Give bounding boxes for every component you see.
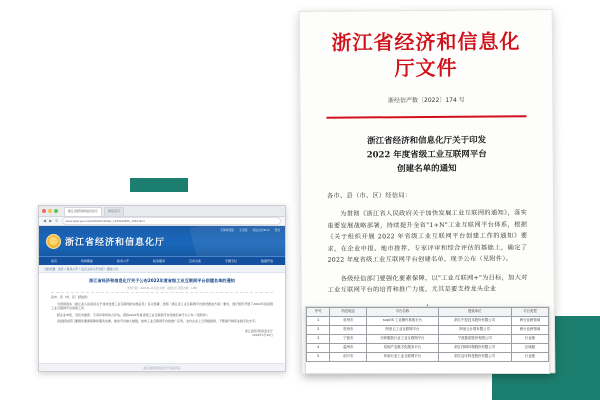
nav-item-functions[interactable]: 机构职能 <box>80 259 93 263</box>
table-cell: 浙江中控技术股份有限公司 <box>438 317 511 326</box>
table-header-cell: 序号 <box>307 308 330 317</box>
document-heading-line: 2022 年度省级工业互联网平台 <box>366 149 487 161</box>
forward-icon[interactable]: ▶ <box>49 218 53 223</box>
document-body <box>327 189 528 296</box>
reload-icon[interactable]: ↻ <box>55 218 59 223</box>
article-paragraph: 各级经信部门要强化要素保障和服务支撑，推动平台做大做强，加快工业互联网平台的推广应用，支持企业上云用数赋智，不断提升制造业数字化水平。 <box>57 319 259 324</box>
document-masthead: 浙江省经济和信息化厅文件 <box>331 29 521 81</box>
document-heading <box>327 133 527 176</box>
table-cell: 温州市 <box>330 344 367 353</box>
table-row <box>307 353 549 362</box>
table-cell: 阿里云工业互联网平台 <box>367 326 438 335</box>
signature-org: 浙江省经济和信息化厅 <box>245 328 273 333</box>
document-heading-line: 创建名单的通知 <box>397 163 457 174</box>
article-signature <box>51 329 273 337</box>
table-cell: 宁波慈星股份有限公司 <box>438 335 511 344</box>
site-title: 浙江省经济和信息化厅 <box>65 238 166 248</box>
table-cell: 区域级 <box>511 344 548 353</box>
site-brand <box>39 232 285 249</box>
nav-item-interaction[interactable]: 互动交流 <box>188 259 201 263</box>
table-cell: 行业级 <box>511 353 548 362</box>
document-paragraph: 为贯彻《浙江省人民政府关于加快发展工业互联网的通知》，落实重要发展战略部署，持续提升全省"1+N"工业互联网平台体系，根据《关于组织开展 2022 年省级工业互联网平台创建工作的通知》要求，在企业申报、地市推荐、专家评审和综合评估的基础上，确定了 2022 年度省级工业互联网平台创建名单，现予公布（见附件）。 <box>327 209 528 264</box>
table-cell: 泵阀产业数字化服务平台 <box>367 344 438 353</box>
signature-date: 2023年1月10日 <box>252 332 273 337</box>
table-cell: 杭州市 <box>330 317 367 326</box>
platform-list-table <box>306 307 549 362</box>
table-row <box>307 317 549 326</box>
table-header-cell: 建设单位 <box>438 308 511 317</box>
table-cell: 跨行业跨领域 <box>511 317 548 326</box>
nav-item-data[interactable]: 数据开放 <box>260 259 273 263</box>
document-heading-line: 浙江省经济和信息化厅关于印发 <box>367 135 487 147</box>
red-separator-rule <box>326 115 526 118</box>
url-input[interactable]: www.zjjxw.gov.cn/art/2023/1/10/art_1229123456_1234.html <box>62 217 281 225</box>
tab-new[interactable]: 新标签页 <box>104 207 124 216</box>
table-cell: 行业级 <box>511 335 548 344</box>
browser-window <box>38 205 286 372</box>
site-nav <box>39 256 285 265</box>
article-paragraph: 为贯彻落实《浙江省人民政府关于加快发展工业互联网的实施意见》有关部署，按照《浙江省工业互联网平台建设推进方案》要求，我厅组织开展了2022年度省级工业互联网平台创建工作。 <box>51 301 273 311</box>
table-cell: 4 <box>307 344 330 353</box>
breadcrumb: 当前位置：首页 > 政务公开 > 法定主动公开内容 > 通知公告 <box>39 265 285 273</box>
table-cell: 5 <box>307 353 330 362</box>
zoom-icon[interactable] <box>54 209 58 213</box>
table-cell: 浙江迎丰科技股份有限公司 <box>438 353 511 362</box>
site-header-banner <box>39 226 285 256</box>
table-cell: 浙江伟明环保股份有限公司 <box>438 344 511 353</box>
back-icon[interactable]: ◀ <box>43 218 47 223</box>
table-header-row <box>307 308 549 317</box>
nav-item-disclosure[interactable]: 政务公开 <box>116 259 129 263</box>
tab-strip <box>64 207 282 216</box>
table-row <box>307 335 549 344</box>
browser-titlebar <box>39 206 285 217</box>
document-salutation: 各市、县（市、区）经信局： <box>326 191 412 200</box>
table-cell: 纺织服装行业工业互联网平台 <box>367 335 438 344</box>
document-paragraph: 各级经信部门要强化要素保障，以"工业互联网+"为目标，加大对工业互联网平台的培育和推广力度，尤其是要支持龙头企业 <box>327 273 528 294</box>
decorative-block-top <box>130 178 188 192</box>
article-title: 浙江省经济和信息化厅关于公布2022年度省级工业互联网平台创建名单的通知 <box>89 278 235 283</box>
article-container <box>39 273 285 341</box>
table-row <box>307 344 549 353</box>
table-row <box>307 326 549 335</box>
nav-item-services[interactable]: 政务服务 <box>152 259 165 263</box>
table-cell: 阿里云计算有限公司 <box>438 326 511 335</box>
article-paragraph: 各市、县（市、区）经信局： <box>51 295 91 300</box>
site-footer: 浙江省经济和信息化厅 版权所有 <box>39 363 285 371</box>
tab-active[interactable]: 浙江省经济和信息化厅 <box>64 207 102 216</box>
table-cell: 绍兴市 <box>330 353 367 362</box>
nav-item-home[interactable]: 首页 <box>50 259 57 263</box>
national-emblem-icon <box>46 234 61 249</box>
table-cell: 印染行业工业互联网平台 <box>367 353 438 362</box>
table-cell: supOS 工业操作系统平台 <box>367 317 438 326</box>
top-link-ipv6[interactable]: 网站支持IPv6 <box>252 228 270 232</box>
document-page <box>300 10 554 311</box>
table-cell: 杭州市 <box>330 326 367 335</box>
article-meta: 发布日期：2023-01-10 信息来源：省经信厅 浏览次数：1286 <box>51 286 273 293</box>
top-link-login[interactable]: 登录 <box>274 228 280 232</box>
table-cell: 2 <box>307 326 330 335</box>
table-cell: 跨行业跨领域 <box>511 326 548 335</box>
address-bar <box>39 217 285 226</box>
close-icon[interactable] <box>42 209 46 213</box>
document-number: 浙经信产数〔2022〕174 号 <box>388 96 465 105</box>
top-link-accessibility[interactable]: 无障碍浏览 <box>220 228 235 232</box>
table-cell: 1 <box>307 317 330 326</box>
article-body <box>51 295 273 324</box>
table-header-cell: 所在地区 <box>330 308 367 317</box>
table-cell: 3 <box>307 335 330 344</box>
table-cell: 宁波市 <box>330 335 367 344</box>
attachment-table-sheet <box>305 306 550 374</box>
table-header-cell: 平台名称 <box>367 308 438 317</box>
article-paragraph: 经企业申报、设区市推荐、专家评审和综合评估，现将2022年度省级工业互联网平台创建名单予以公布（见附件）。 <box>57 312 211 317</box>
minimize-icon[interactable] <box>48 209 52 213</box>
table-header-cell: 平台类型 <box>511 308 548 317</box>
top-link-elder[interactable]: 长者版 <box>239 228 248 232</box>
nav-item-topics[interactable]: 专题专栏 <box>224 259 237 263</box>
